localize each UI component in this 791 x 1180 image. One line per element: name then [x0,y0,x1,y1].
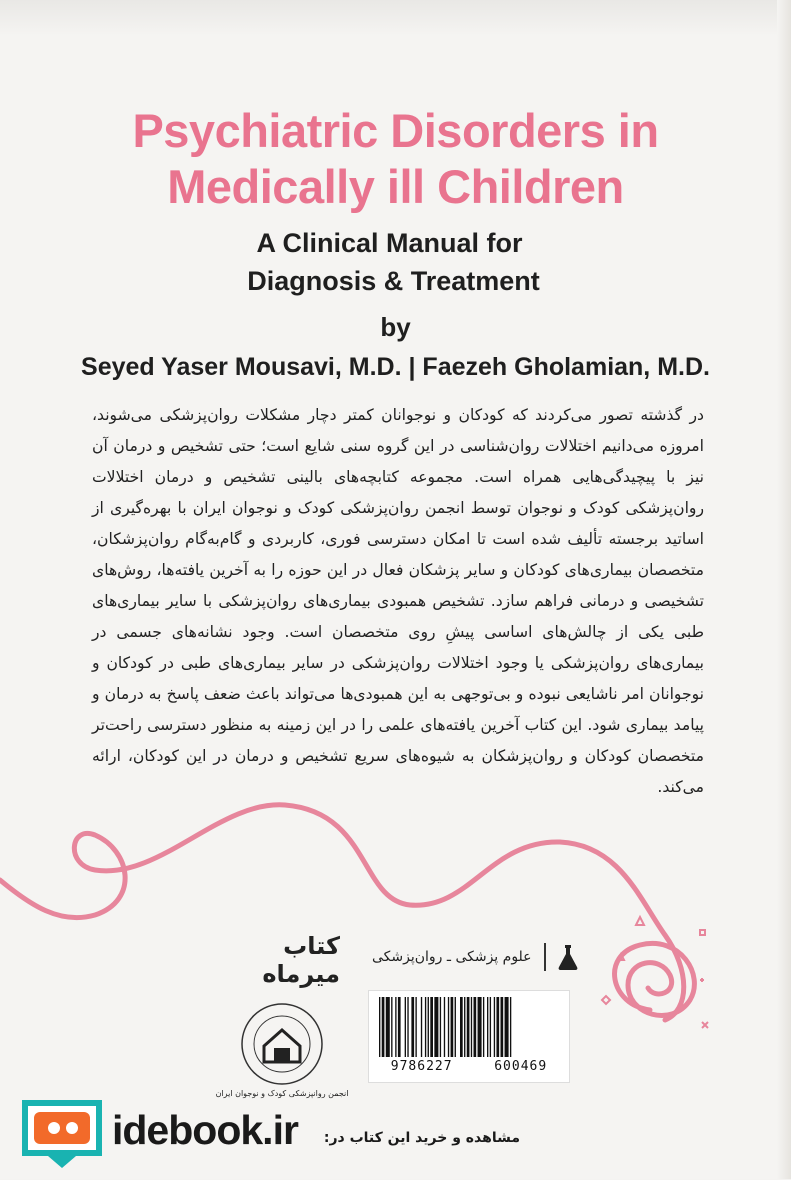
barcode-bar [464,997,465,1057]
barcode-number-left: 9786227 [390,1059,453,1074]
ad-brand-label: idebook.ir [112,1107,298,1153]
subtitle-line-1: A Clinical Manual for [256,228,523,258]
barcode-bar [474,997,477,1057]
barcode-bar [501,997,504,1057]
barcode-number-right: 600469 [494,1059,548,1074]
barcode-bar [471,997,472,1057]
authors-line: Seyed Yaser Mousavi, M.D. | Faezeh Gholamian, M.D. [81,353,710,381]
barcode-bar [382,997,385,1057]
barcode-bar [434,997,438,1057]
barcode-bar [483,997,484,1057]
barcode-bar [428,997,429,1057]
barcode-bar [425,997,426,1057]
barcode-bar [391,997,392,1057]
barcode-bar [451,997,454,1057]
barcode-bar [379,997,380,1057]
barcode-bar [505,997,509,1057]
blurb-paragraph: در گذشته تصور می‌کردند که کودکان و نوجوانان کمتر دچار مشکلات روان‌پزشکی می‌شوند، امروزه می‌دانیم اختلالات روان‌شناسی در این گروه سنی شایع است؛ حتی تشخیص و درمان آن نیز با پیچیدگی‌هایی همراه است. مجموعه کتابچه‌های بالینی تشخیص و درمان اختلالات روان‌پزشکی کودک و نوجوان توسط انجمن روان‌پزشکی کودک و نوجوان ایران با بهره‌گیری از اساتید برجسته تألیف شده است تا امکان دسترسی فوری، کاربردی و گام‌به‌گام روان‌پزشکان، متخصصان بیماری‌های کودکان و سایر پزشکان فعال در این حوزه را به آخرین یافته‌ها، روش‌های تشخیصی و درمانی فراهم سازد. تشخیص همبودی بیماری‌های روان‌پزشکی با سایر بیماری‌های طبی یکی از چالش‌های اساسی پیشِ روی متخصصان است. وجود نشانه‌های جسمی در بیماری‌های روان‌پزشکی یا وجود اختلالات روان‌پزشکی در سایر بیماری‌های طبی در کودکان و نوجوانان امر ناشایعی نبوده و بی‌توجهی به این همبودی‌ها می‌تواند باعث ضعف پاسخ به درمان و پیامد بیماری شود. این کتاب آخرین یافته‌های علمی را در این زمینه به منظور دسترسی راحت‌تر متخصصان کودکان و روان‌پزشکان به شیوه‌های سریع تشخیص و درمان در این کودکان، ارائه می‌کند. [92,406,704,796]
by-label: by [380,312,411,342]
title-line-2: Medically ill Children [167,160,624,213]
association-seal [216,1000,348,1100]
flask-icon [558,944,578,970]
barcode-bars [377,997,561,1057]
barcode-bar [440,997,441,1057]
barcode-bar [478,997,482,1057]
ad-caption: مشاهده و خرید این کتاب در: [323,1130,520,1146]
idebook-logo-icon [14,1090,110,1180]
ad-brand-text[interactable] [112,1107,298,1154]
barcode-bar [460,997,463,1057]
subject-category [372,942,578,972]
barcode-bar [386,997,390,1057]
barcode-bar [496,997,499,1057]
barcode-bar [510,997,511,1057]
barcode-bar [490,997,491,1057]
barcode-bar [448,997,449,1057]
barcode-bar [430,997,433,1057]
barcode-bar [421,997,422,1057]
barcode-bar [467,997,470,1057]
barcode-bar [444,997,445,1057]
subtitle-line-2: Diagnosis & Treatment [247,266,540,296]
barcode-bar [395,997,396,1057]
isbn-barcode [368,990,570,1083]
barcode-number [369,1059,569,1074]
barcode-bar [398,997,401,1057]
barcode-bar [405,997,406,1057]
barcode-bar [411,997,414,1057]
association-name-fa: انجمن روانپزشکی کودک و نوجوان ایران [216,1089,348,1098]
barcode-bar [494,997,495,1057]
subject-divider [544,943,546,971]
publisher-logo: کتاب میرماه [262,932,340,988]
barcode-bar [407,997,408,1057]
title-line-1: Psychiatric Disorders in [132,104,659,157]
barcode-bar [487,997,488,1057]
barcode-bar [455,997,456,1057]
barcode-bar [415,997,416,1057]
subject-label: علوم پزشکی ـ روان‌پزشکی [372,949,532,965]
